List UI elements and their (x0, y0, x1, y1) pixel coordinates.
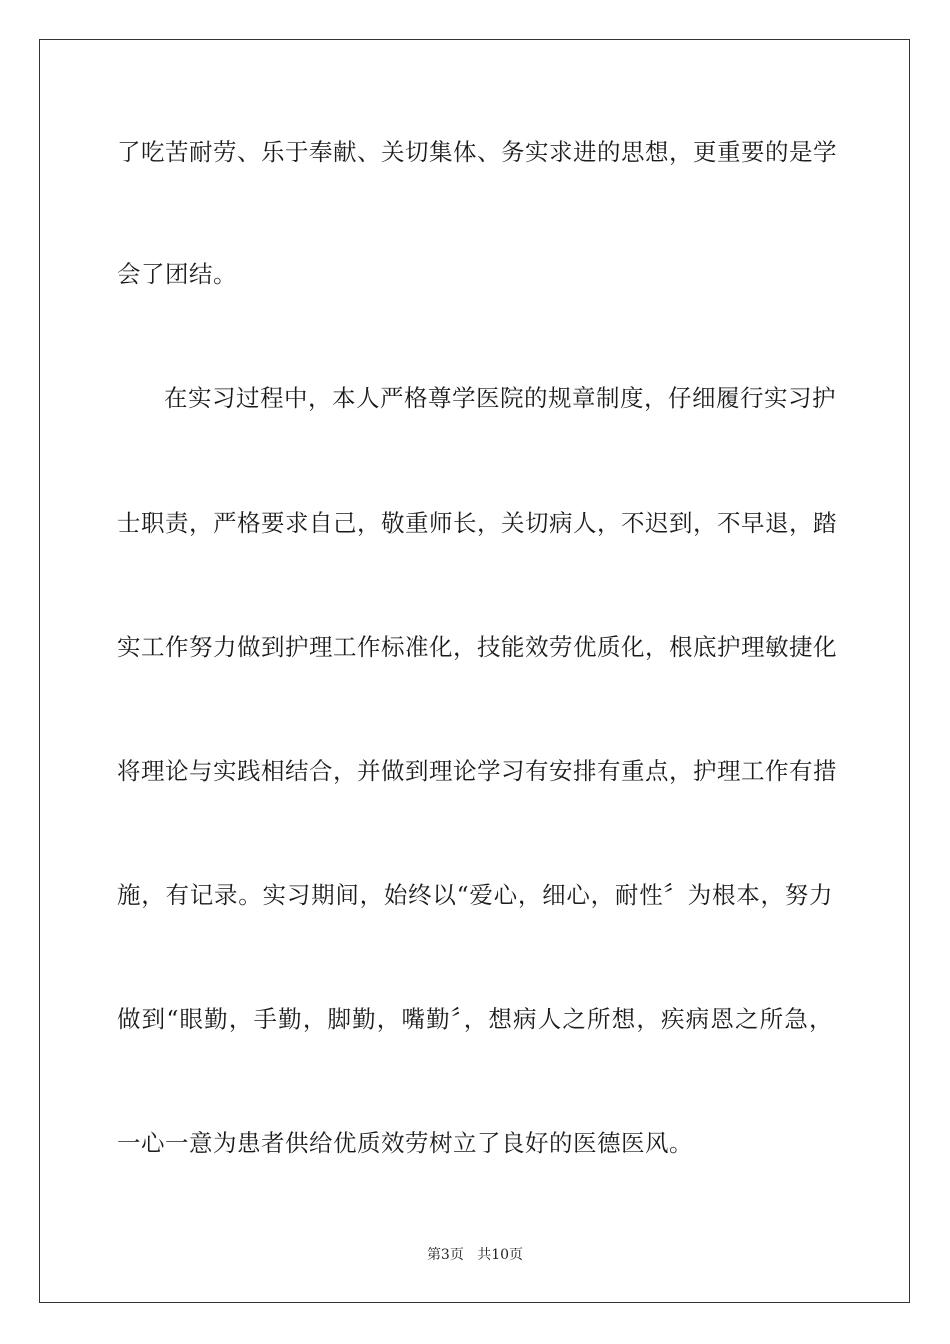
paragraph-line: 士职责，严格要求自己，敬重师长，关切病人，不迟到，不早退，踏 (117, 509, 837, 537)
paragraph-line: 了吃苦耐劳、乐于奉献、关切集体、务实求进的思想，更重要的是学 (117, 138, 837, 166)
paragraph-line: 施，有记录。实习期间，始终以“爱心，细心，耐性〞为根本，努力 (117, 881, 833, 909)
paragraph-line: 在实习过程中，本人严格尊学医院的规章制度，仔细履行实习护 (164, 384, 836, 412)
paragraph-line: 一心一意为患者供给优质效劳树立了良好的医德医风。 (117, 1129, 693, 1157)
paragraph-line: 会了团结。 (117, 260, 237, 288)
page-number: 第3页 (426, 1247, 464, 1263)
paragraph-line: 做到“眼勤，手勤，脚勤，嘴勤〞，想病人之所想，疾病恩之所急， (117, 1005, 833, 1033)
paragraph-line: 将理论与实践相结合，并做到理论学习有安排有重点，护理工作有措 (117, 757, 837, 785)
paragraph-line: 实工作努力做到护理工作标准化，技能效劳优质化，根底护理敏捷化 (117, 633, 837, 661)
page-total: 共10页 (477, 1247, 524, 1263)
page-border (39, 39, 910, 1303)
page-footer (0, 1246, 950, 1264)
